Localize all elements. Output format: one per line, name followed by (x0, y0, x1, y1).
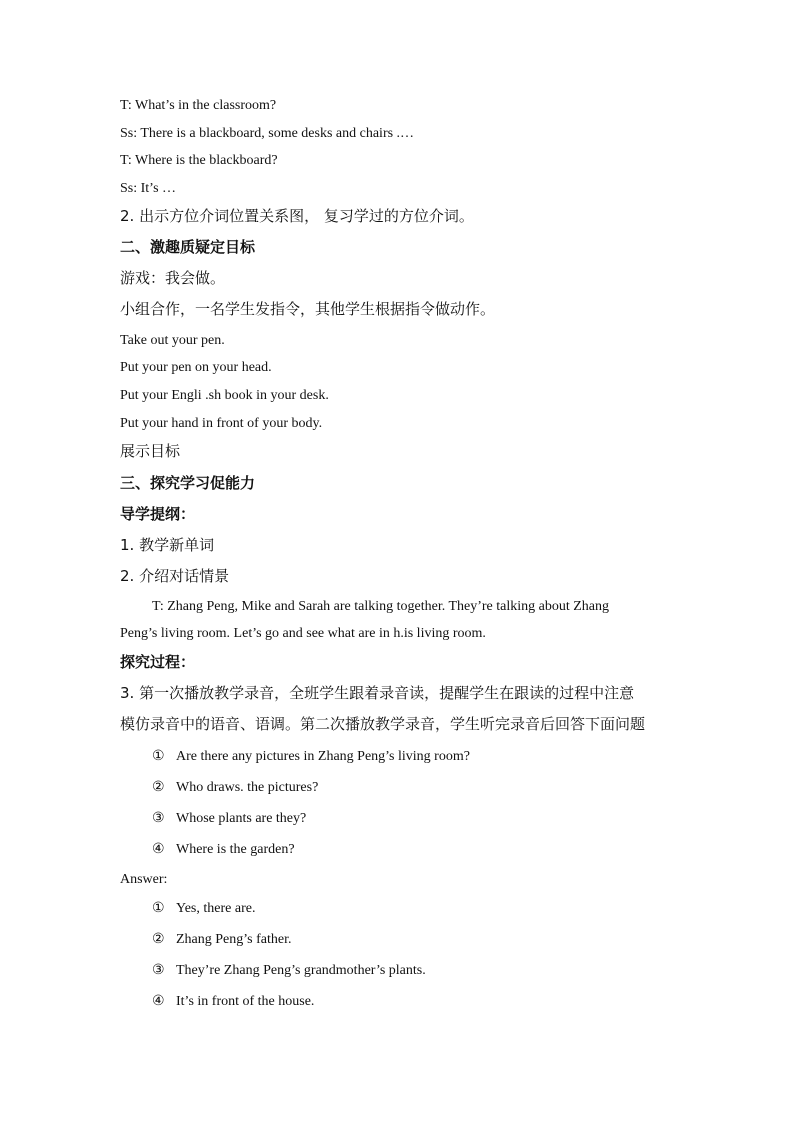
answer-number: ② (152, 932, 165, 947)
question-item (152, 750, 470, 764)
scenario-text-line-2: Peng’s living room. Let’s go and see what are in h.is living room. (120, 626, 486, 641)
command-line-1: Take out your pen. (120, 333, 225, 348)
section-heading-2: 二、激趣质疑定目标 (120, 238, 256, 256)
group-work-instruction: 小组合作，一名学生发指令，其他学生根据指令做动作。 (120, 300, 496, 318)
answer-number: ④ (152, 994, 165, 1009)
study-outline-heading: 导学提纲： (120, 505, 196, 523)
answer-text: They’re Zhang Peng’s grandmother’s plants. (176, 963, 426, 978)
answer-item (152, 995, 314, 1009)
answer-item (152, 902, 255, 916)
step-3-line-2: 模仿录音中的语音、语调。第二次播放教学录音，学生听完录音后回答下面问题 (120, 715, 646, 733)
question-text: Who draws. the pictures? (176, 780, 319, 795)
question-number: ③ (152, 811, 165, 826)
dialogue-line-students-2: Ss: It’s … (120, 181, 177, 196)
command-line-4: Put your hand in front of your body. (120, 416, 323, 431)
dialogue-line-teacher-2: T: Where is the blackboard? (120, 153, 278, 168)
dialogue-line-students-1: Ss: There is a blackboard, some desks and chairs .… (120, 126, 415, 141)
answer-item (152, 964, 426, 978)
answer-number: ③ (152, 963, 165, 978)
question-text: Where is the garden? (176, 842, 295, 857)
question-item (152, 843, 295, 857)
answer-label: Answer: (120, 872, 168, 887)
answer-text: Zhang Peng’s father. (176, 932, 292, 947)
question-text: Are there any pictures in Zhang Peng’s living room? (176, 749, 470, 764)
dialogue-line-teacher-1: T: What’s in the classroom? (120, 98, 277, 113)
answer-text: It’s in front of the house. (176, 994, 315, 1009)
scenario-text-line-1: T: Zhang Peng, Mike and Sarah are talking together. They’re talking about Zhang (152, 599, 610, 614)
question-item (152, 781, 318, 795)
question-text: Whose plants are they? (176, 811, 307, 826)
game-title: 游戏：我会做。 (120, 269, 226, 287)
command-line-2: Put your pen on your head. (120, 360, 272, 375)
question-number: ④ (152, 842, 165, 857)
question-item (152, 812, 306, 826)
answer-item (152, 933, 291, 947)
show-goals: 展示目标 (120, 442, 181, 460)
step-2-review-prepositions: 2. 出示方位介词位置关系图， 复习学过的方位介词。 (120, 207, 474, 225)
outline-item-2: 2. 介绍对话情景 (120, 567, 230, 585)
command-line-3: Put your Engli .sh book in your desk. (120, 388, 329, 403)
exploration-heading: 探究过程： (120, 653, 196, 671)
step-3-line-1: 3. 第一次播放教学录音，全班学生跟着录音读，提醒学生在跟读的过程中注意 (120, 684, 635, 702)
answer-number: ① (152, 901, 165, 916)
section-heading-3: 三、探究学习促能力 (120, 474, 256, 492)
question-number: ① (152, 749, 165, 764)
answer-text: Yes, there are. (176, 901, 256, 916)
outline-item-1: 1. 教学新单词 (120, 536, 215, 554)
question-number: ② (152, 780, 165, 795)
